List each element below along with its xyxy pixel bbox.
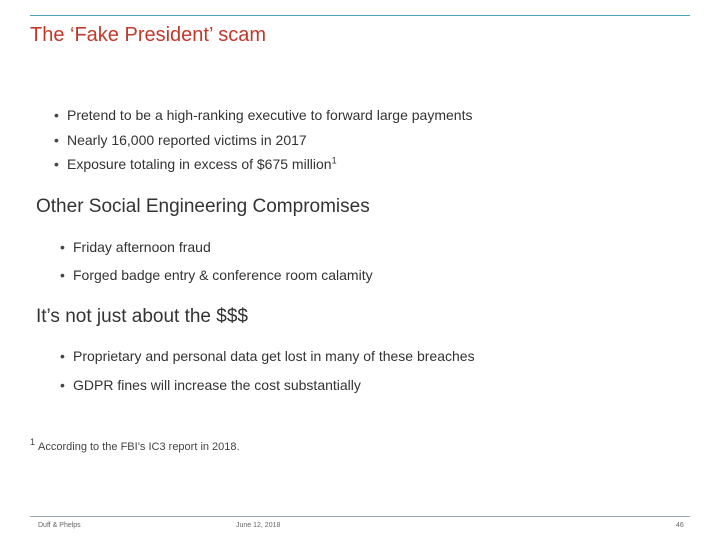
list-item: • Forged badge entry & conference room calamity [73, 265, 373, 293]
footer-rule [30, 516, 690, 517]
page-number: 46 [676, 522, 684, 529]
footnote-text: According to the FBI’s IC3 report in 2018. [38, 441, 240, 453]
section-heading-money: It’s not just about the $$$ [36, 306, 248, 327]
footnote-mark: 1 [30, 437, 36, 448]
list-item: • Friday afternoon fraud [73, 237, 373, 265]
header-rule [30, 15, 690, 16]
list-item: • Pretend to be a high-ranking executive to forward large payments [67, 105, 472, 130]
list-item: • Exposure totaling in excess of $675 million$^1$ [67, 154, 472, 179]
footnote [30, 437, 240, 453]
section-heading-social: Other Social Engineering Compromises [36, 196, 370, 217]
money-bullet-list [73, 346, 475, 404]
slide-title: The ‘Fake President’ scam [30, 24, 267, 46]
footer-company: Duff & Phelps [38, 522, 81, 529]
list-item: • Nearly 16,000 reported victims in 2017 [67, 130, 472, 155]
footer-date: June 12, 2018 [236, 522, 281, 529]
social-bullet-list [73, 237, 373, 293]
main-bullet-list [67, 105, 472, 179]
list-item: • GDPR fines will increase the cost substantially [73, 375, 475, 404]
list-item: • Proprietary and personal data get lost in many of these breaches [73, 346, 475, 375]
footnote-reference: 1 [331, 155, 337, 166]
